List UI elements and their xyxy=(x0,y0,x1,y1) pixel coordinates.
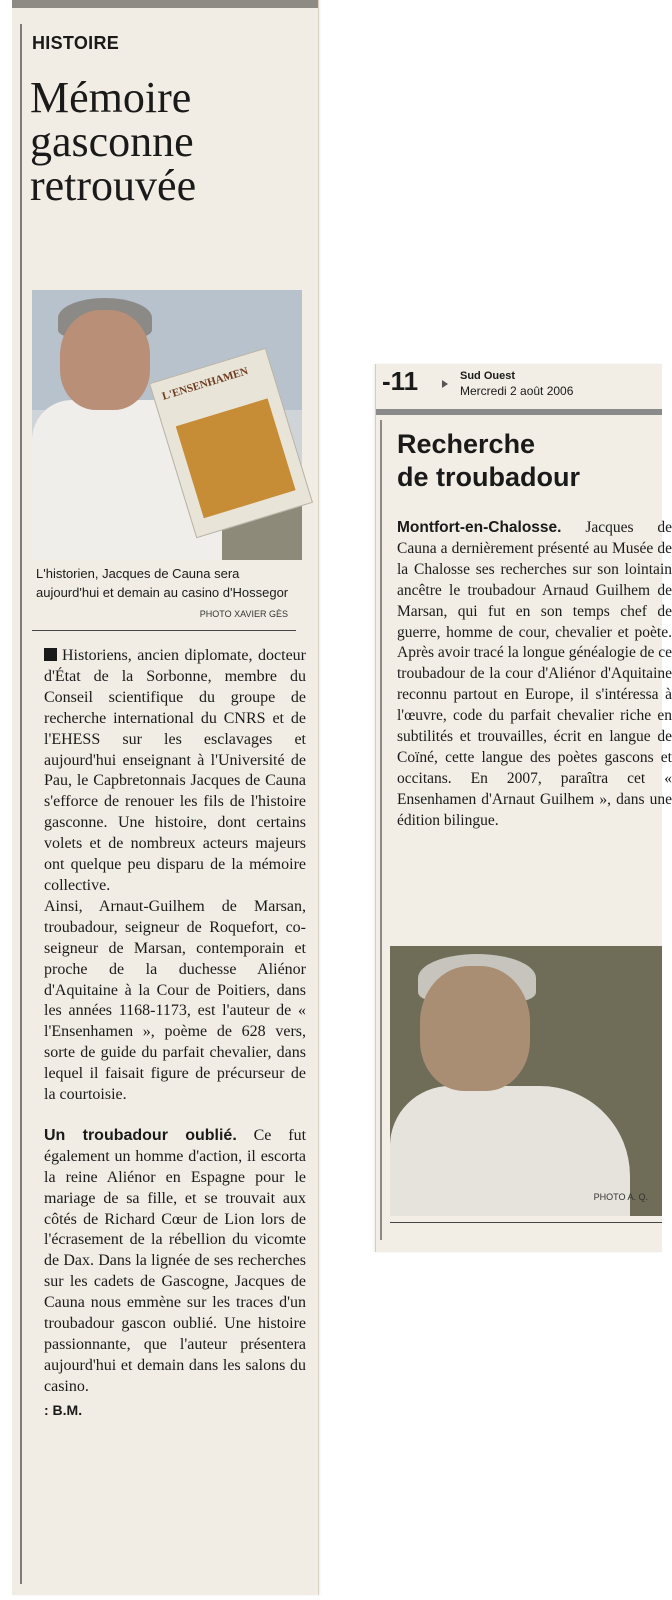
photo-historian xyxy=(32,290,302,560)
subhead: Un troubadour oublié. xyxy=(44,1126,237,1144)
headline-line-2: gasconne xyxy=(30,117,194,166)
newspaper-name: Sud Ouest xyxy=(460,370,516,382)
arrow-icon xyxy=(442,380,448,388)
article-clipping-left xyxy=(12,0,319,1595)
page-number: -11 xyxy=(382,366,419,396)
article-body xyxy=(44,646,306,1421)
body-text: Jacques de Cauna a dernièrement présenté au Musée de la Chalosse ses recherches sur son lointain ancêtre le troubadour Arnaud Guilhem de Marsan, qui fut en son temps chef de guerre, homme de cour, chevalier et poète. Après avoir tracé la longue généalogie de ce troubadour de la cour d'Aliénor d'Aquitaine reconnu partout en Europe, il s'intéressa à l'œuvre, code du parfait chevalier riche en subtilités et trouvailles, écrit en langue de Coïné, cette langue des poètes gascons et occitans. En 2007, paraîtra cet « Ensenhamen d'Arnaut Guilhem », dans une édition bilingue. xyxy=(397,519,672,829)
book-title: L'ENSENHAMEN xyxy=(160,365,250,403)
headline-line-1: Mémoire xyxy=(30,73,192,122)
caption-text: L'historien, Jacques de Cauna sera aujourd'hui et demain au casino d'Hossegor xyxy=(36,566,289,600)
photo-portrait xyxy=(390,946,662,1216)
photo-credit: PHOTO XAVIER GÈS xyxy=(199,609,288,619)
publication-date: Mercredi 2 août 2006 xyxy=(460,384,574,398)
headline xyxy=(397,428,657,494)
article-body xyxy=(397,518,672,832)
article-clipping-right xyxy=(375,364,672,1252)
paragraph-1: Historiens, ancien diplomate, docteur d'État de la Sorbonne, membre du Conseil scientifique du groupe de recherche international du CNRS et de l'EHESS sur les esclavages et aujourd'hui enseignant à l'Université de Pau, le Capbretonnais Jacques de Cauna s'efforce de renouer les fils de l'histoire gasconne. Une histoire, dont certains volets et de nombreux acteurs majeurs ont quelque peu disparu de la mémoire collective. xyxy=(44,647,306,894)
column-rule xyxy=(20,24,22,1584)
header-bar xyxy=(376,409,662,415)
paragraph-2: Ainsi, Arnaut-Guilhem de Marsan, troubadour, seigneur de Roquefort, co-seigneur de Marsan, contemporain et proche de la duchesse Aliénor d'Aquitaine à la Cour de Poitiers, dans les années 1168-1173, est l'auteur de « l'Ensenhamen », poème de 628 vers, sorte de guide du parfait chevalier, dans lequel il faisait figure de précurseur de la courtoisie. xyxy=(44,897,306,1104)
photo-credit: PHOTO A. Q. xyxy=(593,1192,648,1202)
column-rule xyxy=(380,420,382,1240)
dateline: Montfort-en-Chalosse. xyxy=(397,519,562,536)
paragraph-3: Un troubadour oublié. Ce fut également un homme d'action, il escorta la reine Aliénor en Espagne pour le mariage de sa fille, et se trouvait aux côtés de Richard Cœur de Lion lors de l'écrasement de la rébellion du vicomte de Dax. Dans la lignée de ses recherches sur les cadets de Gascogne, Jacques de Cauna nous emmène sur les traces d'un troubadour gascon oublié. Une histoire passionnante, que l'auteur présentera aujourd'hui et demain dans les salons du casino. xyxy=(44,1126,307,1395)
photo-caption xyxy=(32,564,296,631)
headline-line-1: Recherche xyxy=(397,429,536,459)
headline xyxy=(30,73,310,210)
section-kicker: HISTOIRE xyxy=(32,33,120,53)
headline-line-2: de troubadour xyxy=(397,462,580,492)
headline-line-3: retrouvée xyxy=(30,161,197,210)
bottom-rule xyxy=(390,1222,662,1223)
top-bar xyxy=(12,0,318,8)
signature: : B.M. xyxy=(44,1401,83,1418)
bullet-square-icon xyxy=(44,648,57,661)
